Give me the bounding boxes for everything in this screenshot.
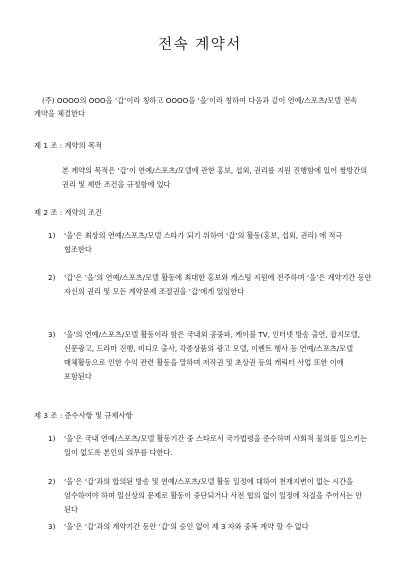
item-number: 2) bbox=[48, 273, 56, 282]
item-text: ‘을’의 연예/스포츠/모델 활동이라 함은 국내외 공중파, 케이블 TV, 인터넷 방송 출연, 잡지모델, 신문광고, 드라마 진행, 비디오 출사, 각종상품의 광고 모델, 이벤트 행사 등 연예/스포츠/모델 매체활동으로 인한 수익 관련 활동을 말하며 저작권 및 초상권 등의 캐릭터 사업 또한 이에 포함된다 bbox=[64, 330, 361, 381]
article-2-item-1 bbox=[48, 229, 372, 257]
item-text: ‘을’은 ‘갑’과의 계약기간 동안 ‘갑’의 승인 없이 제 3 자와 중복 계약 할 수 없다 bbox=[64, 522, 309, 531]
article-2-item-3 bbox=[48, 328, 372, 384]
article-1-heading: 제 1 조 : 계약의 목적 bbox=[34, 141, 103, 150]
item-number: 1) bbox=[48, 231, 56, 240]
item-text: ‘갑’은 ‘을’의 연예/스포츠/모델 활동에 최대한 홍보와 캐스팅 지원에 전주하며 ‘을’은 계약기간 동안 자신의 권리 및 모든 계약문제 조절권을 ‘갑’에게 일임한다 bbox=[64, 273, 372, 296]
item-text: ‘을’은 국내 연예/스포츠/모델 활동기간 중 스타로서 국가법령을 준수하며 사회적 물의를 일으키는 일이 없도록 본인의 의무를 다한다. bbox=[64, 434, 368, 457]
item-number: 3) bbox=[48, 330, 56, 339]
article-3-heading: 제 3 조 : 준수사항 및 규제사항 bbox=[34, 411, 133, 420]
article-3-item-1 bbox=[48, 432, 372, 460]
item-text: ‘을’은 최상의 연예/스포츠/모델 스타가 되기 위하여 ‘갑’의 활동(홍보, 섭외, 권리) 에 적극 협조한다 bbox=[64, 231, 343, 254]
item-text: ‘을’은 ‘갑’과의 합의된 방송 및 연예/스포츠/모델 활동 일정에 대하여 천재지변이 없는 시간을 엄수하여야 하며 일신상의 문제로 활동이 중단되거나 사전 협의 없이 일정에 차질을 주어서는 안 된다 bbox=[64, 477, 363, 514]
article-1-body: 본 계약의 목적은 ‘갑’이 연예/스포츠/모델에 관한 홍보, 섭외, 권리를 지원 진행함에 있어 쌍방간의 권리 및 제반 조건을 규정함에 있다 bbox=[62, 166, 368, 189]
article-3-item-3 bbox=[48, 520, 372, 534]
intro-paragraph: (주) OOOO의 OOO을 ‘갑’이라 칭하고 OOOO을 ‘을’이라 칭하여 다음과 같이 연예/스포츠/모델 전속 계약을 체결한다 bbox=[34, 96, 358, 118]
article-2-item-2 bbox=[48, 271, 372, 299]
item-number: 3) bbox=[48, 522, 56, 531]
document-title: 전속 계약서 bbox=[158, 37, 242, 53]
item-number: 1) bbox=[48, 434, 56, 443]
item-number: 2) bbox=[48, 477, 56, 486]
article-2-heading: 제 2 조 : 계약의 조건 bbox=[34, 208, 103, 217]
article-3-item-2 bbox=[48, 475, 372, 517]
